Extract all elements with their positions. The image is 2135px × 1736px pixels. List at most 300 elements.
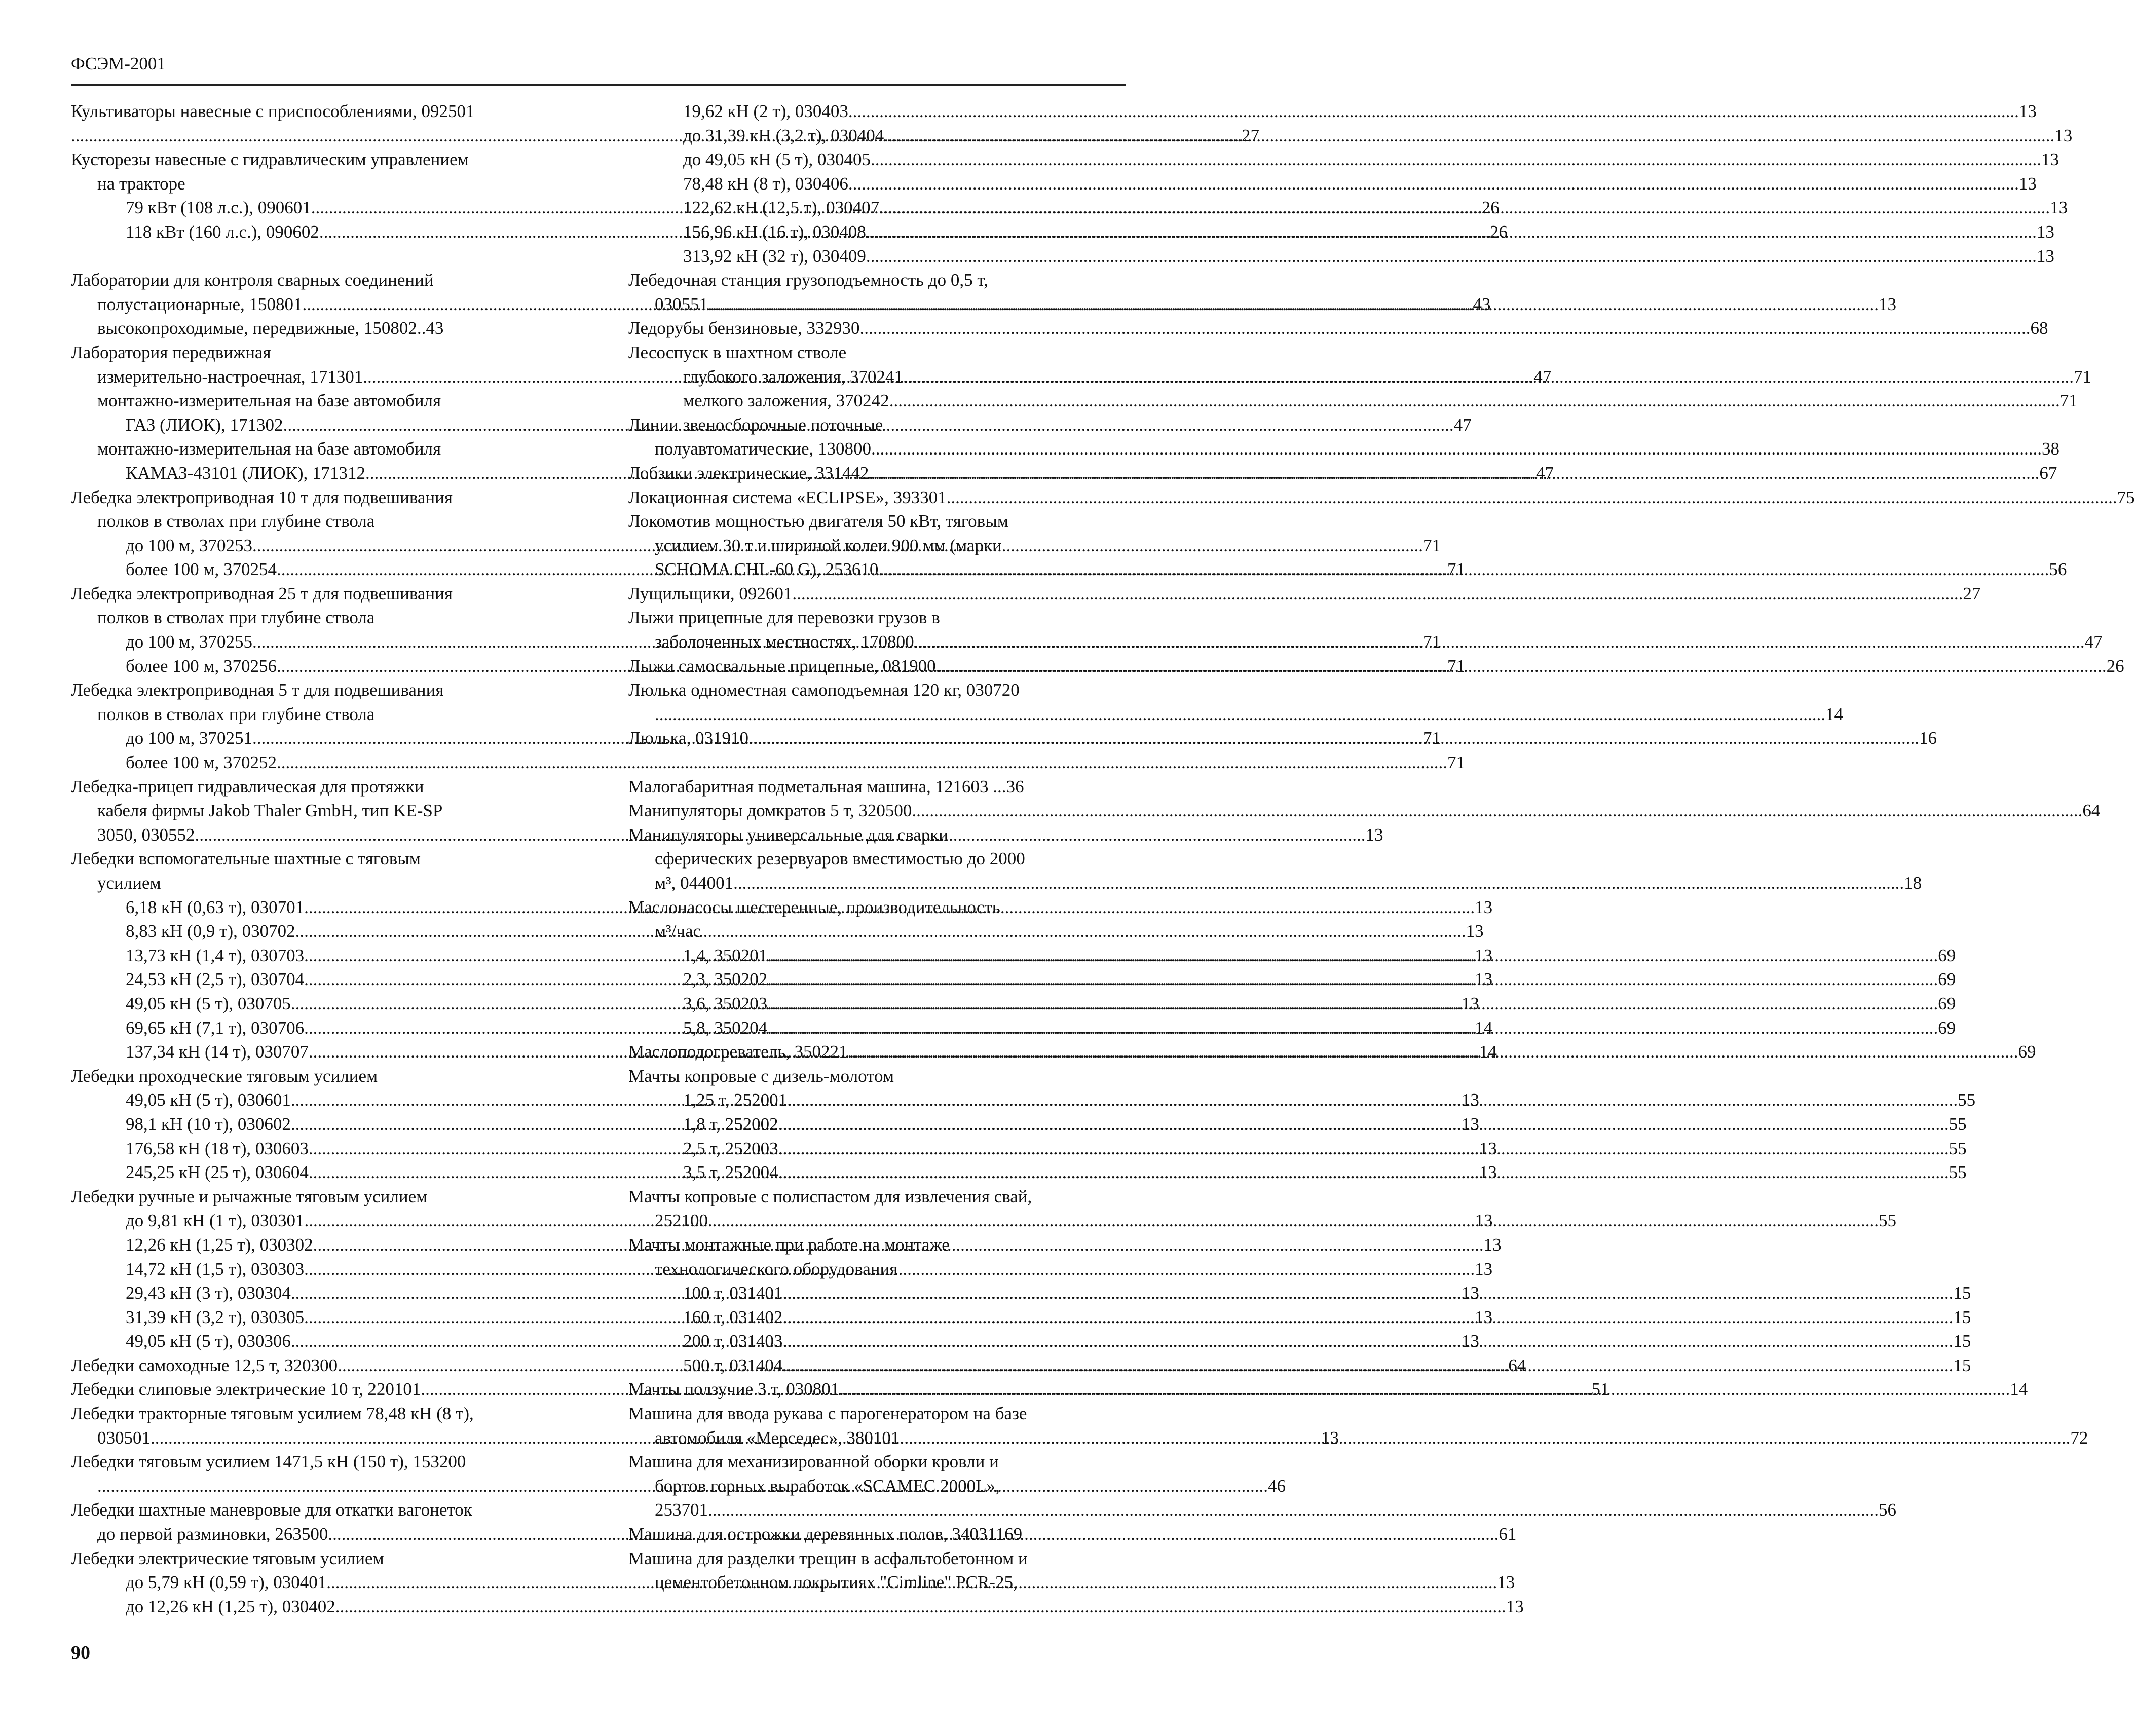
entry-text: Мачты монтажные при работе на монтаже	[628, 1234, 950, 1255]
entry-page-number: 71	[1422, 535, 1441, 555]
dot-leader	[869, 461, 2039, 485]
index-entry	[628, 1233, 1112, 1257]
entry-page-number: 47	[1536, 463, 1554, 483]
entry-text: Локационная система «ECLIPSE», 393301	[628, 487, 947, 507]
index-entry	[628, 268, 1112, 292]
entry-text: Маслонасосы шестеренные, производительность	[628, 897, 1000, 917]
entry-page-number: 13	[1475, 969, 1493, 990]
entry-text: Лебедка электроприводная 5 т для подвешивания	[71, 680, 444, 700]
entry-text: Лущильщики, 092601	[628, 583, 793, 603]
entry-page-number: 55	[1949, 1162, 1967, 1183]
entry-page-number: 38	[2042, 439, 2060, 459]
index-entry	[628, 341, 1112, 365]
entry-page-number: 13	[1497, 1572, 1515, 1593]
entry-text: 245,25 кН (25 т), 030604	[126, 1162, 309, 1183]
entry-text: до 100 м, 370255	[126, 632, 252, 652]
entry-page-number: 18	[1904, 873, 1922, 893]
index-entry	[628, 1064, 1112, 1088]
entry-text: 6,18 кН (0,63 т), 030701	[126, 897, 305, 917]
index-entry	[71, 1064, 557, 1088]
entry-text: Лыжи самосвальные прицепные, 081900	[628, 656, 936, 676]
index-entry	[71, 871, 557, 895]
index-entry	[628, 99, 2037, 124]
index-entry	[71, 606, 557, 630]
index-entry	[628, 316, 2048, 341]
entry-page-number: 15	[1953, 1355, 1971, 1375]
entry-text: м³/час	[655, 921, 701, 941]
entry-text: 160 т, 031402	[683, 1307, 783, 1327]
entry-page-number: 71	[2073, 366, 2091, 387]
index-entry	[71, 1546, 557, 1571]
entry-text: полуавтоматические, 130800	[655, 439, 872, 459]
dot-leader	[848, 99, 2019, 124]
index-entry	[628, 702, 1843, 727]
index-entry	[628, 871, 1922, 895]
entry-text: 500 т, 031404	[683, 1355, 783, 1375]
entry-text: Лаборатория передвижная	[71, 342, 271, 362]
entry-text: 253701	[655, 1500, 708, 1520]
index-entry	[628, 775, 1112, 799]
entry-page-number: 14	[1479, 1042, 1497, 1062]
index-entry	[71, 582, 557, 606]
entry-text: автомобиля «Мерседес», 380101	[655, 1427, 900, 1448]
entry-page-number: 13	[1461, 993, 1479, 1013]
entry-page-number: 13	[1475, 945, 1493, 965]
entry-page-number: 71	[1422, 728, 1441, 748]
dot-leader	[708, 292, 1879, 317]
dot-leader	[335, 1595, 1506, 1619]
blank-line	[628, 750, 1112, 775]
entry-text: 69,65 кН (7,1 т), 030706	[126, 1017, 305, 1038]
entry-text: кабеля фирмы Jakob Thaler GmbH, тип KE-SP	[97, 801, 443, 821]
entry-text: Лебедки слиповые электрические 10 т, 220101	[71, 1379, 421, 1400]
index-entry	[71, 1402, 557, 1426]
index-entry	[628, 823, 1112, 847]
entry-text: КАМАЗ-43101 (ЛИОК), 171312	[126, 463, 366, 483]
entry-page-number: 13	[1479, 1162, 1497, 1183]
dot-leader	[914, 630, 2085, 654]
entry-text: Культиваторы навесные с приспособлениями, 092501	[71, 101, 475, 121]
entry-page-number: 13	[2041, 149, 2059, 170]
dot-leader	[792, 582, 1963, 606]
entry-text: 3,6, 350203	[683, 993, 768, 1013]
dot-leader	[866, 244, 2037, 269]
entry-text: ГАЗ (ЛИОК), 171302	[126, 414, 283, 435]
entry-text: 13,73 кН (1,4 т), 030703	[126, 945, 305, 965]
entry-text: 156,96 кН (16 т), 030408	[683, 221, 866, 242]
index-entry	[628, 389, 2078, 413]
entry-text: 5,8, 350204	[683, 1017, 768, 1038]
index-entry	[628, 244, 2054, 269]
entry-page-number: 14	[1825, 704, 1843, 724]
entry-text: 12,26 кН (1,25 т), 030302	[126, 1234, 313, 1255]
dot-leader	[889, 389, 2060, 413]
dot-leader	[767, 967, 1938, 992]
entry-page-number: 13	[1475, 1259, 1493, 1279]
entry-page-number: 47	[1453, 414, 1472, 435]
entry-page-number: 75	[2117, 487, 2135, 507]
entry-text: 31,39 кН (3,2 т), 030305	[126, 1307, 305, 1327]
index-entry	[628, 847, 1112, 871]
entry-page-number: 67	[2039, 463, 2057, 483]
entry-page-number: 69	[1938, 993, 1956, 1013]
dot-leader	[782, 1281, 1953, 1305]
entry-text: 176,58 кН (18 т), 030603	[126, 1138, 309, 1158]
entry-text: 24,53 кН (2,5 т), 030704	[126, 969, 305, 990]
entry-page-number: 71	[2059, 391, 2078, 411]
entry-text: 030501	[97, 1427, 151, 1448]
dot-leader	[708, 1209, 1879, 1233]
dot-leader	[860, 316, 2031, 341]
entry-page-number: 68	[2030, 318, 2048, 338]
entry-text: усилием 30 т и шириной колеи 900 мм (марки	[655, 535, 1002, 555]
entry-page-number: 69	[1938, 945, 1956, 965]
entry-text: сферических резервуаров вместимостью до 2000	[655, 849, 1025, 869]
index-entry	[628, 1450, 1112, 1474]
entry-page-number: 13	[2036, 246, 2054, 266]
index-entry	[628, 895, 1112, 920]
entry-text: до 9,81 кН (1 т), 030301	[126, 1211, 305, 1231]
entry-text: 29,43 кН (3 т), 030304	[126, 1283, 291, 1303]
dot-leader	[778, 1112, 1949, 1137]
index-entry	[71, 775, 557, 799]
entry-page-number: 13	[2018, 173, 2037, 194]
entry-page-number: 26	[1489, 221, 1508, 242]
entry-text: Лебедки тяговым усилием 1471,5 кН (150 т), 153200	[71, 1452, 466, 1472]
entry-page-number: 47	[2084, 632, 2103, 652]
entry-text: монтажно-измерительная на базе автомобиля	[97, 391, 441, 411]
entry-page-number: 61	[1499, 1524, 1517, 1544]
index-entry	[628, 172, 2037, 196]
entry-text: 49,05 кН (5 т), 030306	[126, 1331, 291, 1351]
entry-page-number: 55	[1879, 1211, 1896, 1231]
entry-text: 3050, 030552	[97, 824, 195, 845]
dot-leader	[848, 172, 2019, 196]
index-entry	[71, 485, 557, 510]
entry-text: более 100 м, 370252	[126, 752, 277, 773]
entry-text: 137,34 кН (14 т), 030707	[126, 1042, 309, 1062]
entry-text: усилием	[97, 873, 161, 893]
dot-leader	[778, 1137, 1949, 1161]
dot-leader	[848, 1040, 2018, 1064]
page-header-title: ФСЭМ-2001	[71, 54, 166, 73]
index-entry	[628, 919, 1112, 944]
index-entry	[71, 389, 557, 413]
entry-text: 1,4, 350201	[683, 945, 768, 965]
dot-leader	[782, 1329, 1953, 1353]
entry-page-number: 71	[1447, 656, 1466, 676]
entry-text: Люлька одноместная самоподъемная 120 кг, 030720	[628, 680, 1020, 700]
entry-text: Лебедка электроприводная 10 т для подвешивания	[71, 487, 453, 507]
entry-page-number: 56	[1879, 1500, 1896, 1520]
entry-text: Лебедки тракторные тяговым усилием 78,48 кН (8 т),	[71, 1404, 474, 1424]
entry-page-number: 14	[1475, 1017, 1493, 1038]
entry-page-number: 27	[1242, 125, 1259, 145]
dot-leader	[767, 1016, 1938, 1040]
dot-leader	[708, 1498, 1879, 1522]
entry-page-number: 69	[1938, 1017, 1956, 1038]
entry-text: 49,05 кН (5 т), 030601	[126, 1090, 291, 1110]
entry-page-number: 26	[1481, 198, 1500, 218]
entry-text: полков в стволах при глубине ствола	[97, 608, 375, 628]
entry-text: полков в стволах при глубине ствола	[97, 704, 375, 724]
entry-text: 3,5 т, 252004	[683, 1162, 778, 1183]
entry-text: 200 т, 031403	[683, 1331, 783, 1351]
dot-leader	[884, 124, 2054, 148]
dot-leader	[839, 1377, 2010, 1402]
entry-text: 118 кВт (160 л.с.), 090602	[126, 221, 319, 242]
entry-text: 98,1 кН (10 т), 030602	[126, 1114, 291, 1134]
entry-text: более 100 м, 370256	[126, 656, 277, 676]
entry-page-number: 13	[1879, 294, 1896, 314]
index-entry	[628, 147, 2059, 172]
index-entry	[71, 437, 557, 461]
index-entry	[71, 799, 557, 823]
entry-text: Лебедки проходческие тяговым усилием	[71, 1066, 378, 1086]
index-entry	[628, 582, 1981, 606]
entry-page-number: 13	[1475, 1211, 1493, 1231]
entry-page-number: 55	[1949, 1138, 1967, 1158]
entry-text: глубокого заложения, 370241	[683, 366, 903, 387]
dot-leader	[767, 944, 1938, 968]
entry-text: Манипуляторы универсальные для сварки	[628, 824, 949, 845]
entry-text: до 49,05 кН (5 т), 030405	[683, 149, 871, 170]
index-entry	[628, 606, 1112, 630]
entry-page-number: 14	[2010, 1379, 2028, 1400]
dot-leader	[878, 557, 2049, 582]
entry-page-number: 15	[1953, 1331, 1971, 1351]
index-entry	[628, 1257, 1112, 1281]
entry-text: Лесоспуск в шахтном стволе	[628, 342, 847, 362]
entry-text: на тракторе	[97, 173, 185, 194]
entry-text: 79 кВт (108 л.с.), 090601	[126, 198, 311, 218]
entry-text: 19,62 кН (2 т), 030403	[683, 101, 848, 121]
entry-text: Мачты копровые с дизель-молотом	[628, 1066, 894, 1086]
index-column-right	[628, 99, 2135, 1595]
entry-text: Локомотив мощностью двигателя 50 кВт, тяговым	[628, 511, 1008, 532]
index-entry	[71, 678, 557, 702]
entry-text: 14,72 кН (1,5 т), 030303	[126, 1259, 305, 1279]
entry-text: 313,92 кН (32 т), 030409	[683, 246, 866, 266]
entry-text: Лаборатории для контроля сварных соединений	[71, 270, 434, 290]
entry-page-number: 55	[1949, 1114, 1967, 1134]
index-entry	[71, 1185, 557, 1209]
entry-page-number: 13	[2018, 101, 2037, 121]
dot-leader	[936, 654, 2107, 678]
entry-text: 100 т, 031401	[683, 1283, 783, 1303]
entry-page-number: 13	[1461, 1114, 1479, 1134]
index-entry	[71, 509, 557, 534]
entry-text: Машина для разделки трещин в асфальтобетонном и	[628, 1548, 1028, 1568]
entry-page-number: 13	[2054, 125, 2073, 145]
index-entry	[628, 678, 1112, 702]
entry-page-number: 13	[1365, 824, 1383, 845]
entry-text: Лебедки шахтные маневровые для откатки вагонеток	[71, 1500, 472, 1520]
entry-page-number: 43	[1473, 294, 1491, 314]
entry-text: Маслоподогреватель, 350221	[628, 1042, 848, 1062]
entry-page-number: 46	[1268, 1476, 1286, 1496]
entry-page-number: 64	[1508, 1355, 1526, 1375]
index-entry	[71, 147, 557, 172]
dot-leader	[787, 1088, 1958, 1112]
entry-text: мелкого заложения, 370242	[683, 391, 889, 411]
index-entry	[71, 172, 557, 196]
index-entry	[71, 1498, 557, 1522]
entry-text: полустационарные, 150801	[97, 294, 303, 314]
index-entry	[71, 1595, 1524, 1619]
entry-text: до 100 м, 370253	[126, 535, 252, 555]
entry-text: Люлька, 031910	[628, 728, 748, 748]
entry-page-number: 16	[1919, 728, 1937, 748]
entry-page-number: 27	[1963, 583, 1981, 603]
entry-page-number: 13	[1321, 1427, 1339, 1448]
entry-page-number: 55	[1958, 1090, 1976, 1110]
entry-text: Ледорубы бензиновые, 332930	[628, 318, 860, 338]
index-entry	[628, 1522, 1112, 1546]
entry-page-number: 13	[2050, 198, 2068, 218]
entry-text: технологического оборудования	[655, 1259, 898, 1279]
header-rule	[71, 84, 1126, 86]
index-entry	[71, 268, 557, 292]
entry-text: SCHOMA CHL-60 G), 253610	[655, 559, 879, 580]
entry-text: м³, 044001	[655, 873, 734, 893]
index-entry	[628, 799, 2101, 823]
entry-page-number: 71	[1447, 559, 1466, 580]
entry-text: Лебедки самоходные 12,5 т, 320300	[71, 1355, 338, 1375]
dot-leader	[947, 485, 2117, 510]
entry-page-number: 13	[1461, 1331, 1479, 1351]
entry-page-number: 71	[1447, 752, 1466, 773]
entry-page-number: 13	[1506, 1596, 1524, 1616]
entry-page-number: 13	[1475, 1307, 1493, 1327]
entry-text: до первой разминовки, 263500	[97, 1524, 328, 1544]
index-entry	[628, 1498, 1896, 1522]
entry-text: 1,8 т, 252002	[683, 1114, 778, 1134]
entry-text: Мачты ползучие 3 т, 030801	[628, 1379, 840, 1400]
entry-text: 78,48 кН (8 т), 030406	[683, 173, 848, 194]
entry-page-number: 64	[2082, 801, 2101, 821]
entry-text: 1,25 т, 252001	[683, 1090, 788, 1110]
dot-leader	[782, 1305, 1953, 1330]
index-entry	[628, 485, 2135, 510]
dot-leader	[655, 702, 1825, 727]
entry-page-number: 26	[2106, 656, 2124, 676]
entry-text: более 100 м, 370254	[126, 559, 277, 580]
entry-page-number: 13	[2036, 221, 2054, 242]
index-entry	[628, 437, 2060, 461]
index-entry	[71, 316, 557, 341]
entry-text: Манипуляторы домкратов 5 т, 320500	[628, 801, 912, 821]
entry-text: 252100	[655, 1211, 708, 1231]
entry-text: Машина для острожки деревянных полов, 34031169	[628, 1524, 1023, 1544]
index-entry	[71, 702, 557, 727]
entry-text: монтажно-измерительная на базе автомобиля	[97, 439, 441, 459]
entry-text: высокопроходимые, передвижные, 150802..43	[97, 318, 444, 338]
index-entry	[628, 413, 1112, 437]
entry-page-number: 72	[2070, 1427, 2088, 1448]
entry-text: 2,3, 350202	[683, 969, 768, 990]
index-entry	[628, 196, 2068, 220]
index-entry	[628, 509, 1112, 534]
entry-text: Лебедки вспомогательные шахтные с тяговым	[71, 849, 421, 869]
entry-text: Лебедочная станция грузоподъемность до 0,5 т,	[628, 270, 988, 290]
entry-text: Лебедка-прицеп гидравлическая для протяжки	[71, 776, 424, 797]
dot-leader	[866, 220, 2037, 244]
dot-leader	[778, 1160, 1949, 1185]
dot-leader	[912, 799, 2082, 823]
entry-text: Лебедки электрические тяговым усилием	[71, 1548, 384, 1568]
entry-page-number: 69	[1938, 969, 1956, 990]
index-entry	[71, 1450, 557, 1474]
entry-page-number: 51	[1591, 1379, 1609, 1400]
entry-page-number: 13	[1483, 1234, 1502, 1255]
index-entry	[71, 847, 557, 871]
blank-line	[71, 244, 557, 269]
entry-text: полков в стволах при глубине ствола	[97, 511, 375, 532]
entry-page-number: 47	[1533, 366, 1552, 387]
entry-text: до 12,26 кН (1,25 т), 030402	[126, 1596, 335, 1616]
entry-text: Лыжи прицепные для перевозки грузов в	[628, 608, 940, 628]
entry-page-number: 13	[1479, 1138, 1497, 1158]
index-entry	[628, 1570, 1112, 1595]
entry-text: 2,5 т, 252003	[683, 1138, 778, 1158]
index-entry	[628, 1474, 1112, 1498]
dot-leader	[871, 147, 2041, 172]
index-entry	[628, 534, 1112, 558]
entry-text: бортов горных выработок «SCAMEC 2000L»,	[655, 1476, 1000, 1496]
entry-text: Мачты копровые с полиспастом для извлечения свай,	[628, 1186, 1032, 1206]
entry-page-number: 13	[1461, 1090, 1479, 1110]
dot-leader	[782, 1353, 1953, 1378]
entry-text: цементобетонном покрытиях "Cimline" PCR-25,	[655, 1572, 1018, 1593]
entry-page-number: 13	[1475, 897, 1493, 917]
entry-page-number: 15	[1953, 1307, 1971, 1327]
entry-text: до 5,79 кН (0,59 т), 030401	[126, 1572, 327, 1593]
entry-text: 122,62 кН (12,5 т), 030407	[683, 198, 880, 218]
dot-leader	[733, 871, 1904, 895]
entry-text: Лебедка электроприводная 25 т для подвешивания	[71, 583, 453, 603]
index-entry	[628, 1185, 1112, 1209]
page-number: 90	[71, 1642, 90, 1664]
entry-text: Машина для ввода рукава с парогенератором на базе	[628, 1404, 1027, 1424]
entry-text: Лобзики электрические, 331442	[628, 463, 869, 483]
entry-text: до 100 м, 370251	[126, 728, 252, 748]
entry-page-number: 56	[2049, 559, 2067, 580]
dot-leader	[748, 726, 1919, 750]
entry-text: Лебедки ручные и рычажные тяговым усилием	[71, 1186, 428, 1206]
entry-text: Малогабаритная подметальная машина, 121603 ...36	[628, 776, 1024, 797]
entry-text: 030551	[655, 294, 708, 314]
dot-leader	[900, 1426, 2070, 1450]
dot-leader	[871, 437, 2042, 461]
entry-page-number: 13	[1461, 1283, 1479, 1303]
dot-leader	[767, 992, 1938, 1016]
entry-text: Кусторезы навесные с гидравлическим управлением	[71, 149, 469, 170]
dot-leader	[879, 196, 2050, 220]
entry-text: 49,05 кН (5 т), 030705	[126, 993, 291, 1013]
entry-page-number: 15	[1953, 1283, 1971, 1303]
entry-page-number: 13	[1466, 921, 1484, 941]
entry-text: заболоченных местностях, 170800	[655, 632, 914, 652]
entry-text: измерительно-настроечная, 171301	[97, 366, 363, 387]
entry-page-number: 69	[2018, 1042, 2036, 1062]
index-entry	[71, 750, 1466, 775]
entry-page-number: 71	[1422, 632, 1441, 652]
dot-leader	[903, 365, 2074, 389]
entry-text: до 31,39 кН (3,2 т), 030404	[683, 125, 884, 145]
index-entry	[71, 99, 557, 124]
entry-text: Машина для механизированной оборки кровли и	[628, 1452, 999, 1472]
